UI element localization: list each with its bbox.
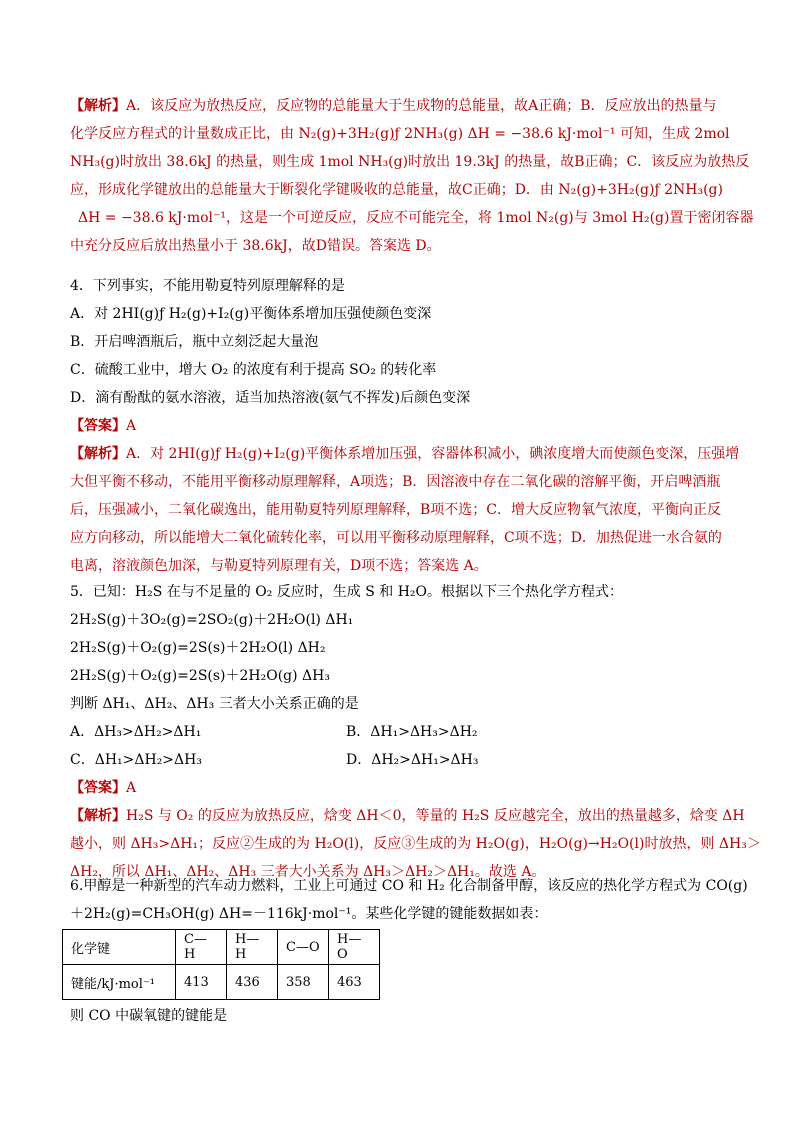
q5-analysis-line-2: 越小，则 ΔH₃>ΔH₁；反应②生成的为 H₂O(l)，反应③生成的为 H₂O(g)，H₂O(g)→H₂O(l)时放热，则 ΔH₃＞ <box>70 836 761 852</box>
q4-block <box>70 272 722 440</box>
q5-options-row-2 <box>70 746 722 774</box>
q3-analysis-line-1: A．该反应为放热反应，反应物的总能量大于生成物的总能量，故A正确；B．反应放出的热量与 <box>126 98 717 114</box>
table-cell: H—O <box>329 930 380 965</box>
q4-option-d: D．滴有酚酞的氨水溶液，适当加热溶液(氨气不挥发)后颜色变深 <box>70 390 471 406</box>
q3-analysis-line-2: 化学反应方程式的计量数成正比，由 N₂(g)+3H₂(g)ƒ 2NH₃(g) ΔH = −38.6 kJ·mol⁻¹ 可知，生成 2mol <box>70 126 730 142</box>
q5-equation-3: 2H₂S(g)＋O₂(g)=2S(s)＋2H₂O(g) ΔH₃ <box>70 668 330 684</box>
q4-option-c: C．硫酸工业中，增大 O₂ 的浓度有利于提高 SO₂ 的转化率 <box>70 362 437 378</box>
q5-options-row-1 <box>70 718 722 746</box>
q3-analysis-line-6: 中充分反应后放出热量小于 38.6kJ，故D错误。答案选 D。 <box>70 238 441 254</box>
table-cell: 化学键 <box>63 930 176 965</box>
answer-tag: 【答案】 <box>70 418 126 434</box>
q5-analysis-line-3: ΔH₂，所以 ΔH₁、ΔH₂、ΔH₃ 三者大小关系为 ΔH₃＞ΔH₂＞ΔH₁。故选 A。 <box>70 864 546 880</box>
q3-analysis-line-5: ΔH = −38.6 kJ·mol⁻¹，这是一个可逆反应，反应不可能完全，将 1mol N₂(g)与 3mol H₂(g)置于密闭容器 <box>78 210 754 226</box>
table-cell: 463 <box>329 965 380 1000</box>
q5-option-c: C．ΔH₁>ΔH₂>ΔH₃ <box>70 752 202 768</box>
q5-block <box>70 578 722 718</box>
table-row <box>63 930 380 965</box>
table-cell: 358 <box>278 965 329 1000</box>
q6-ask: 则 CO 中碳氧键的键能是 <box>70 1008 228 1024</box>
q4-analysis-line-3: 后，压强减小，二氧化碳逸出，能用勒夏特列原理解释，B项不选；C．增大反应物氧气浓度，平衡向正反 <box>70 502 721 518</box>
q5-ask: 判断 ΔH₁、ΔH₂、ΔH₃ 三者大小关系正确的是 <box>70 696 359 712</box>
q5-analysis-line-1: H₂S 与 O₂ 的反应为放热反应，焓变 ΔH＜0，等量的 H₂S 反应越完全，放出的热量越多，焓变 ΔH <box>126 808 745 824</box>
table-cell: H—H <box>227 930 278 965</box>
table-row <box>63 965 380 1000</box>
analysis-tag: 【解析】 <box>70 808 126 824</box>
q6-stem-line-2: ＋2H₂(g)=CH₃OH(g) ΔH=－116kJ·mol⁻¹。某些化学键的键能数据如表： <box>70 906 548 922</box>
q5-equation-1: 2H₂S(g)＋3O₂(g)=2SO₂(g)＋2H₂O(l) ΔH₁ <box>70 612 354 628</box>
q3-analysis-line-3: NH₃(g)时放出 38.6kJ 的热量，则生成 1mol NH₃(g)时放出 19.3kJ 的热量，故B正确；C．该反应为放热反 <box>70 154 750 170</box>
q4-analysis-line-2: 大但平衡不移动，不能用平衡移动原理解释，A项选；B．因溶液中存在二氧化碳的溶解平衡，开启啤酒瓶 <box>70 474 721 490</box>
q4-analysis-line-1: A．对 2HI(g)ƒ H₂(g)+I₂(g)平衡体系增加压强，容器体积减小，碘浓度增大而使颜色变深，压强增 <box>126 446 740 462</box>
q4-analysis <box>70 440 740 580</box>
table-cell: 键能/kJ·mol⁻¹ <box>63 965 176 1000</box>
q5-equation-2: 2H₂S(g)＋O₂(g)=2S(s)＋2H₂O(l) ΔH₂ <box>70 640 326 656</box>
analysis-tag: 【解析】 <box>70 98 126 114</box>
q3-analysis <box>70 92 754 260</box>
q4-option-a: A．对 2HI(g)ƒ H₂(g)+I₂(g)平衡体系增加压强使颜色变深 <box>70 306 432 322</box>
q5-option-a: A．ΔH₃>ΔH₂>ΔH₁ <box>70 724 202 740</box>
q6-block <box>70 872 748 928</box>
table-cell: C—H <box>176 930 227 965</box>
table-cell: C—O <box>278 930 329 965</box>
table-cell: 413 <box>176 965 227 1000</box>
q5-option-b: B．ΔH₁>ΔH₃>ΔH₂ <box>346 724 478 740</box>
q4-option-b: B．开启啤酒瓶后，瓶中立刻泛起大量泡 <box>70 334 319 350</box>
q6-stem-line-1: 6.甲醇是一种新型的汽车动力燃料，工业上可通过 CO 和 H₂ 化合制备甲醇，该反应的热化学方程式为 CO(g) <box>70 878 748 894</box>
answer-tag: 【答案】 <box>70 780 126 796</box>
table-cell: 436 <box>227 965 278 1000</box>
q3-analysis-line-4: 应，形成化学键放出的总能量大于断裂化学键吸收的总能量，故C正确；D．由 N₂(g)+3H₂(g)ƒ 2NH₃(g) <box>70 182 723 198</box>
q4-analysis-line-4: 应方向移动，所以能增大二氧化硫转化率，可以用平衡移动原理解释，C项不选；D．加热促进一水合氨的 <box>70 530 722 546</box>
q4-answer: A <box>126 418 137 434</box>
q6-ask-line <box>70 1002 722 1030</box>
q4-stem: 4．下列事实，不能用勒夏特列原理解释的是 <box>70 278 345 294</box>
q5-stem: 5．已知：H₂S 在与不足量的 O₂ 反应时，生成 S 和 H₂O。根据以下三个热化学方程式： <box>70 584 623 600</box>
bond-energy-table <box>62 929 380 1000</box>
q4-analysis-line-5: 电离，溶液颜色加深，与勒夏特列原理有关，D项不选；答案选 A。 <box>70 558 488 574</box>
analysis-tag: 【解析】 <box>70 446 126 462</box>
q5-answer: A <box>126 780 137 796</box>
q5-option-d: D．ΔH₂>ΔH₁>ΔH₃ <box>346 752 479 768</box>
q5-answer-line <box>70 774 722 802</box>
